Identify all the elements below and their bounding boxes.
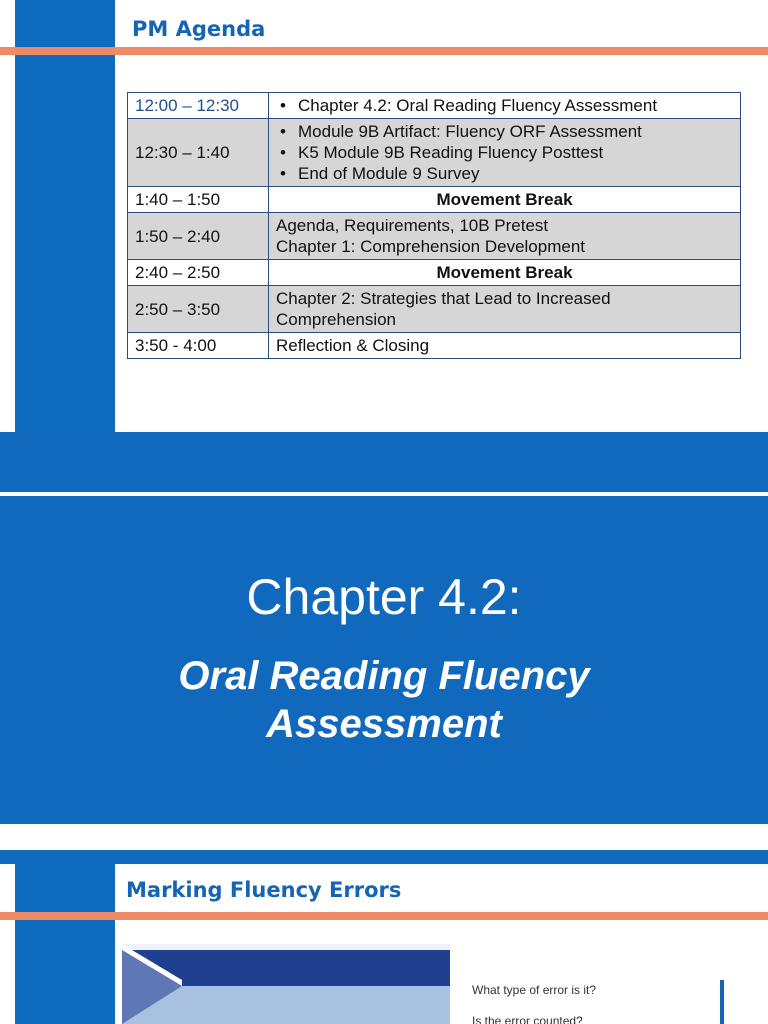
agenda-bullet: • K5 Module 9B Reading Fluency Posttest [276, 142, 733, 163]
orange-divider [0, 47, 768, 55]
table-row [128, 286, 741, 333]
table-row [128, 260, 741, 286]
slide-gap [0, 824, 768, 850]
table-row [128, 119, 741, 187]
agenda-bullet: • Module 9B Artifact: Fluency ORF Assessment [276, 121, 733, 142]
agenda-cell [269, 213, 741, 260]
question-text: Is the error counted? [472, 1014, 583, 1024]
agenda-line: Reflection & Closing [276, 336, 430, 355]
subtitle-line: Oral Reading Fluency [178, 654, 590, 698]
table-row [128, 93, 741, 119]
agenda-table [127, 92, 741, 359]
agenda-line: Agenda, Requirements, 10B Pretest [276, 216, 549, 235]
agenda-cell [269, 286, 741, 333]
agenda-cell [269, 119, 741, 187]
white-divider [0, 492, 768, 496]
subtitle-line: Assessment [266, 702, 502, 746]
time-cell: 2:40 – 2:50 [128, 260, 269, 286]
chevron-graphic [122, 944, 452, 1024]
chapter-slide [0, 432, 768, 824]
top-blue-band [0, 850, 768, 864]
break-cell: Movement Break [269, 260, 741, 286]
table-row [128, 213, 741, 260]
table-row [128, 333, 741, 359]
agenda-cell [269, 333, 741, 359]
orange-divider [0, 912, 768, 920]
agenda-slide [0, 0, 768, 432]
time-cell: 12:30 – 1:40 [128, 119, 269, 187]
agenda-bullet: • End of Module 9 Survey [276, 163, 733, 184]
slide-title: Marking Fluency Errors [126, 878, 402, 902]
slide-title: PM Agenda [132, 17, 266, 41]
chapter-subtitle [84, 652, 684, 748]
agenda-bullet: • Chapter 4.2: Oral Reading Fluency Assessment [276, 95, 733, 116]
time-cell: 3:50 - 4:00 [128, 333, 269, 359]
table-row [128, 187, 741, 213]
left-accent-bar [15, 850, 115, 1024]
break-cell: Movement Break [269, 187, 741, 213]
chapter-heading: Chapter 4.2: [246, 569, 522, 625]
blue-accent-bar [720, 980, 724, 1024]
time-cell: 1:50 – 2:40 [128, 213, 269, 260]
agenda-line: Chapter 2: Strategies that Lead to Increased [276, 289, 611, 308]
time-cell: 1:40 – 1:50 [128, 187, 269, 213]
marking-errors-slide [0, 850, 768, 1024]
time-cell: 2:50 – 3:50 [128, 286, 269, 333]
left-accent-bar [15, 0, 115, 432]
agenda-cell [269, 93, 741, 119]
question-text: What type of error is it? [472, 983, 597, 997]
agenda-line: Comprehension [276, 310, 397, 329]
agenda-line: Chapter 1: Comprehension Development [276, 237, 586, 256]
time-cell: 12:00 – 12:30 [128, 93, 269, 119]
